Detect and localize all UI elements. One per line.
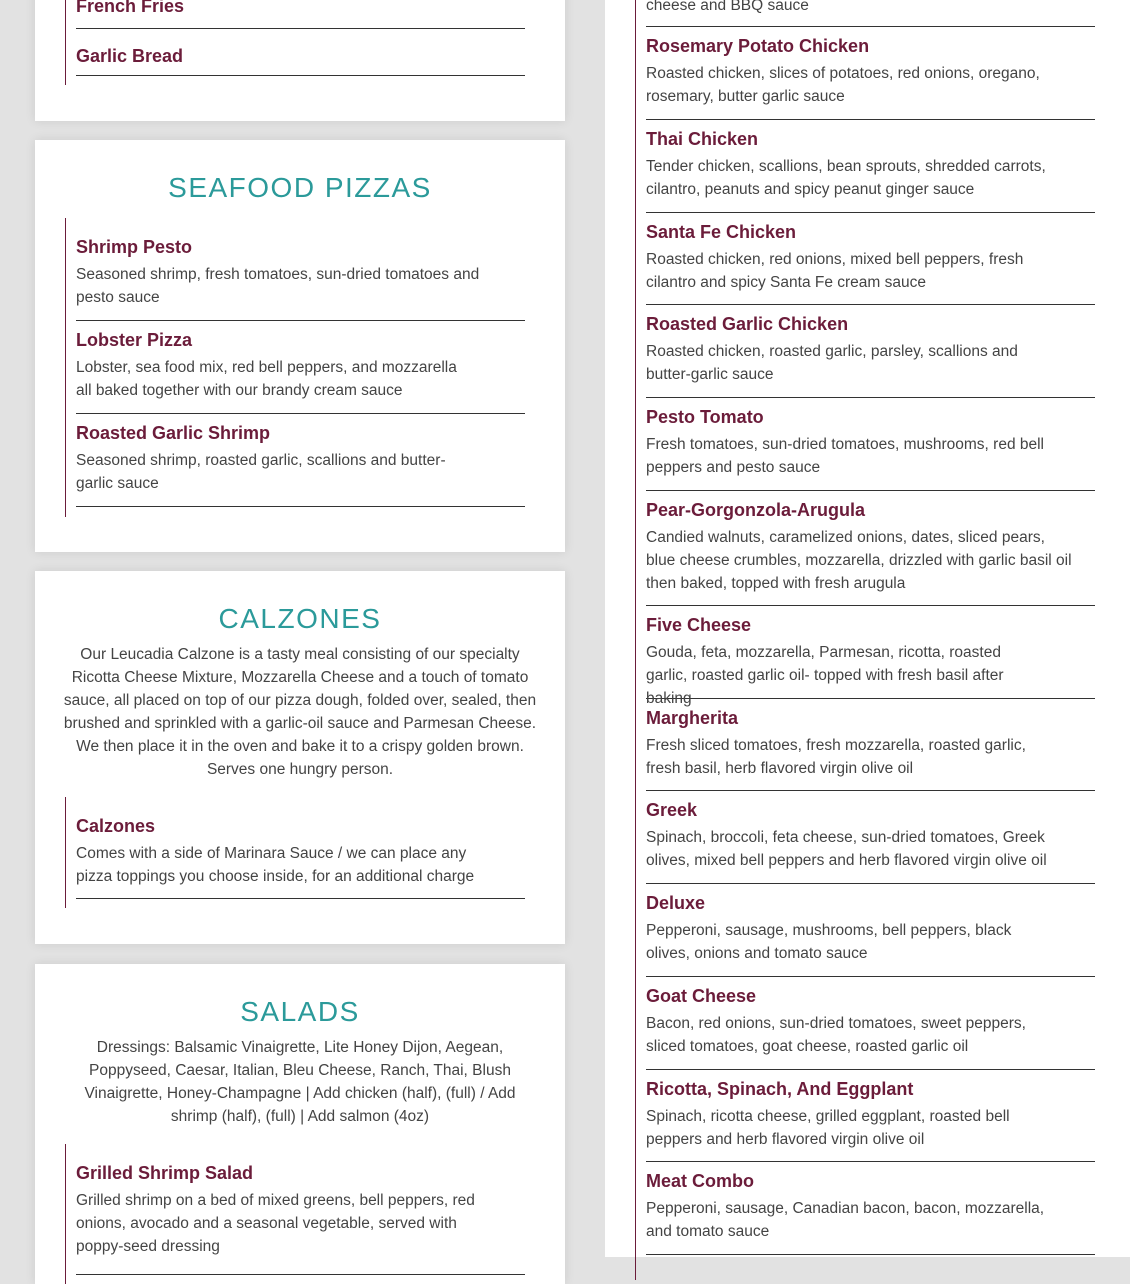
menu-item — [646, 791, 1095, 884]
item-description: Fresh tomatoes, sun-dried tomatoes, mushrooms, red bell peppers and pesto sauce — [646, 436, 1045, 476]
item-description: Roasted chicken, slices of potatoes, red onions, oregano, rosemary, butter garlic sauce — [646, 65, 1040, 105]
item-name: Grilled Shrimp Salad — [76, 1163, 254, 1183]
item-description: Comes with a side of Marinara Sauce / we can place any pizza toppings you choose inside, for an additional charge — [76, 845, 475, 885]
section-title: SEAFOOD PIZZAS — [168, 172, 432, 203]
menu-item — [646, 606, 1095, 707]
item-name: Pesto Tomato — [646, 407, 764, 427]
item-description: cheese and BBQ sauce — [646, 0, 809, 14]
menu-item — [76, 218, 525, 321]
menu-item — [646, 213, 1095, 305]
section-description: Our Leucadia Calzone is a tasty meal consisting of our specialty Ricotta Cheese Mixture, Mozzarella Cheese and a touch of tomato sauce, all placed on top of our pizza dough, folded over, sealed, then brushed and sprinkled with a garlic-oil sauce and Parmesan Cheese. We then place it in the oven and bake it to a crispy golden brown. Serves one hungry person. — [63, 646, 537, 778]
menu-item — [646, 0, 1095, 27]
item-name: Greek — [646, 800, 698, 820]
salads-card — [35, 964, 565, 1284]
item-name: Roasted Garlic Shrimp — [76, 423, 271, 443]
item-name: Garlic Bread — [76, 46, 184, 66]
menu-item — [646, 27, 1095, 120]
menu-item — [646, 699, 1095, 791]
sides-card — [35, 0, 565, 121]
item-description: Grilled shrimp on a bed of mixed greens, bell peppers, red onions, avocado and a seasonal vegetable, served with poppy-seed dressing — [76, 1192, 475, 1255]
salads-list — [65, 1144, 526, 1284]
item-name: Five Cheese — [646, 615, 752, 635]
section-title: SALADS — [240, 996, 360, 1027]
menu-item — [76, 414, 525, 507]
item-description: Roasted chicken, red onions, mixed bell peppers, fresh cilantro and spicy Santa Fe cream sauce — [646, 251, 1024, 291]
item-description: Spinach, broccoli, feta cheese, sun-dried tomatoes, Greek olives, mixed bell peppers and herb flavored virgin olive oil — [646, 829, 1047, 869]
section-title: CALZONES — [218, 603, 382, 634]
item-description: Bacon, red onions, sun-dried tomatoes, sweet peppers, sliced tomatoes, goat cheese, roasted garlic oil — [646, 1015, 1026, 1055]
item-description: Lobster, sea food mix, red bell peppers, and mozzarella all baked together with our brandy cream sauce — [76, 359, 457, 399]
item-name: Lobster Pizza — [76, 330, 193, 350]
item-name: Meat Combo — [646, 1171, 754, 1191]
section-description: Dressings: Balsamic Vinaigrette, Lite Honey Dijon, Aegean, Poppyseed, Caesar, Italian, Bleu Cheese, Ranch, Thai, Blush Vinaigrette, Honey-Champagne | Add chicken (half), (full) / Add shrimp (half), (full) | Add salmon (4oz) — [84, 1039, 516, 1125]
item-name: Calzones — [76, 816, 156, 836]
item-name: Thai Chicken — [646, 129, 759, 149]
item-description: Gouda, feta, mozzarella, Parmesan, ricotta, roasted garlic, roasted garlic oil- topped with fresh basil after baking — [646, 644, 1004, 707]
seafood-pizzas-card — [35, 140, 565, 552]
menu-item — [76, 29, 525, 76]
item-description: Pepperoni, sausage, Canadian bacon, bacon, mozzarella, and tomato sauce — [646, 1200, 1045, 1240]
menu-item — [76, 321, 525, 414]
item-description: Spinach, ricotta cheese, grilled eggplant, roasted bell peppers and herb flavored virgin olive oil — [646, 1108, 1010, 1148]
item-description: Seasoned shrimp, fresh tomatoes, sun-dried tomatoes and pesto sauce — [76, 266, 480, 306]
item-description: Roasted chicken, roasted garlic, parsley, scallions and butter-garlic sauce — [646, 343, 1018, 383]
specialty-pizzas-panel — [605, 0, 1130, 1257]
item-description: Fresh sliced tomatoes, fresh mozzarella, roasted garlic, fresh basil, herb flavored virgin olive oil — [646, 737, 1026, 777]
menu-item — [646, 491, 1095, 606]
item-name: Roasted Garlic Chicken — [646, 314, 849, 334]
calzones-card — [35, 571, 565, 944]
menu-item — [646, 1162, 1095, 1255]
item-name: Deluxe — [646, 893, 706, 913]
item-description: Pepperoni, sausage, mushrooms, bell peppers, black olives, onions and tomato sauce — [646, 922, 1012, 962]
item-name: Rosemary Potato Chicken — [646, 36, 870, 56]
menu-item — [646, 305, 1095, 398]
item-name: Shrimp Pesto — [76, 237, 193, 257]
specialty-list — [635, 0, 1101, 1280]
menu-item — [76, 0, 525, 29]
item-description: Candied walnuts, caramelized onions, dates, sliced pears, blue cheese crumbles, mozzarella, drizzled with garlic basil oil then baked, topped with fresh arugula — [646, 529, 1072, 592]
menu-item — [646, 884, 1095, 977]
menu-item — [646, 1070, 1095, 1162]
menu-item — [646, 977, 1095, 1070]
calzones-list — [65, 797, 526, 908]
sides-list — [65, 0, 526, 85]
item-name: French Fries — [76, 0, 185, 16]
menu-item — [76, 797, 525, 899]
menu-item — [646, 120, 1095, 213]
seafood-list — [65, 218, 526, 517]
item-name: Pear-Gorgonzola-Arugula — [646, 500, 866, 520]
item-name: Ricotta, Spinach, And Eggplant — [646, 1079, 914, 1099]
item-name: Santa Fe Chicken — [646, 222, 797, 242]
menu-item — [646, 398, 1095, 491]
menu-item — [76, 1144, 525, 1275]
item-description: Tender chicken, scallions, bean sprouts, shredded carrots, cilantro, peanuts and spicy peanut ginger sauce — [646, 158, 1046, 198]
item-name: Margherita — [646, 708, 739, 728]
item-name: Goat Cheese — [646, 986, 757, 1006]
item-description: Seasoned shrimp, roasted garlic, scallions and butter-garlic sauce — [76, 452, 446, 492]
